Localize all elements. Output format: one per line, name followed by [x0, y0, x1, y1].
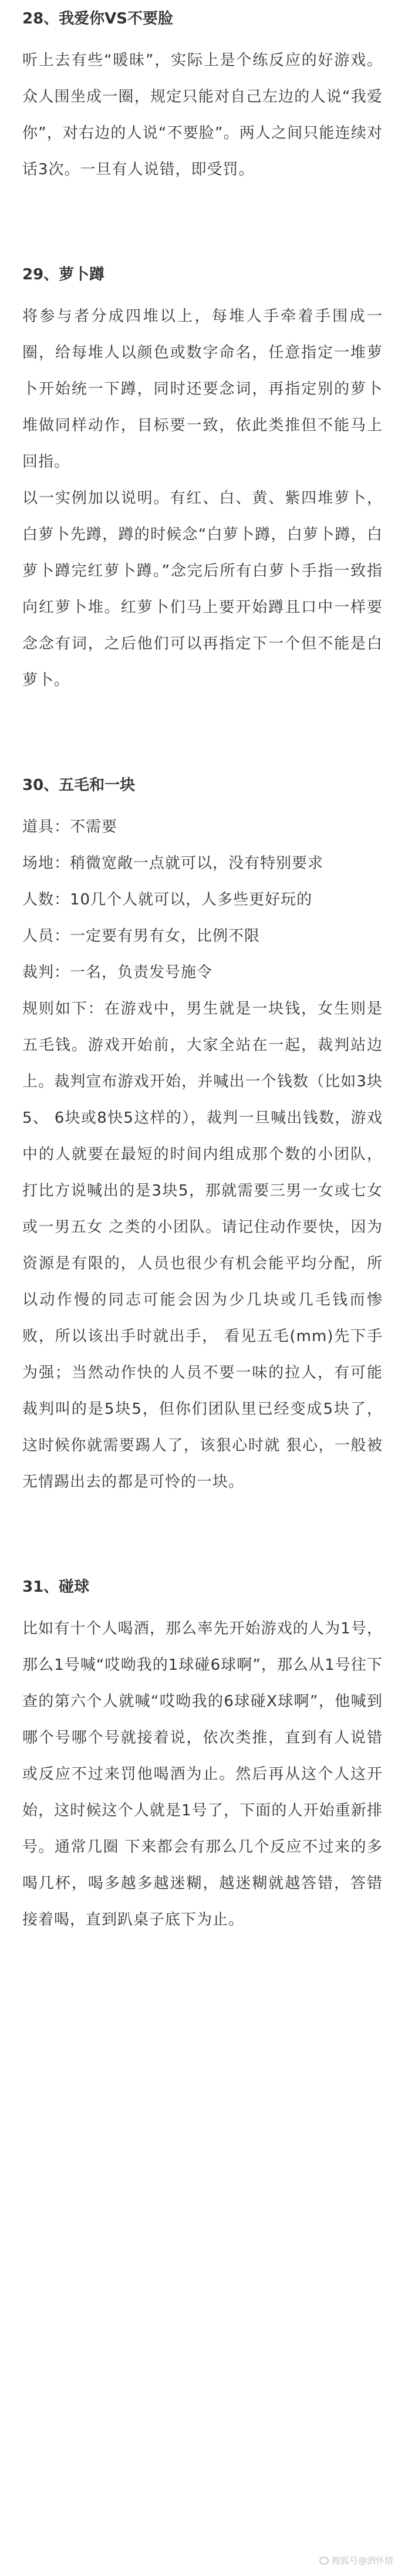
section-title: 29、萝卜蹲 [22, 266, 105, 283]
headcount-line: 人数：10几个人就可以，人多些更好玩的 [22, 891, 313, 909]
section-28 [22, 0, 383, 188]
props-line: 道具：不需要 [22, 818, 118, 836]
section-title: 28、我爱你VS不要脸 [22, 10, 174, 28]
section-29 [22, 256, 383, 698]
watermark [319, 2554, 393, 2567]
rules-paragraph: 规则如下：在游戏中，男生就是一块钱，女生则是五毛钱。游戏开始前，大家全站在一起，裁判站边上。裁判宣布游戏开始，并喊出一个钱数（比如3块5、 6块或8快5这样的），裁判一旦喊出钱数，游戏中的人就要在最短的时间内组成那个数的小团队，打比方说喊出的是3块5，那就需要三男一女或七女或一男五女 之类的小团队。请记住动作要快，因为资源是有限的，人员也很少有机会能平均分配，所以动作慢的同志可能会因为少几块或几毛钱而惨败，所以该出手时就出手， 看见五毛(mm)先下手为强；当然动作快的人员不要一味的拉人，有可能裁判叫的是5块5，但你们团队里已经变成5块了，这时候你就需要踢人了，该狠心时就 狠心，一般被无情踢出去的都是可怜的一块。 [22, 1000, 383, 1491]
sohu-logo-icon [319, 2557, 329, 2565]
section-paragraph: 将参与者分成四堆以上，每堆人手牵着手围成一圈，给每堆人以颜色或数字命名，任意指定一堆萝卜开始统一下蹲，同时还要念词，再指定别的萝卜堆做同样动作，目标要一致，依此类推但不能马上回指。 [22, 308, 383, 471]
section-paragraph: 以一实例加以说明。有红、白、黄、紫四堆萝卜，白萝卜先蹲，蹲的时候念“白萝卜蹲，白萝卜蹲，白萝卜蹲完红萝卜蹲。”念完后所有白萝卜手指一致指向红萝卜堆。红萝卜们马上要开始蹲且口中一样要念念有词，之后他们可以再指定下一个但不能是白萝卜。 [22, 489, 383, 689]
watermark-text: 搜狐号@酒怀情 [331, 2555, 393, 2566]
section-paragraph: 比如有十个人喝酒，那么率先开始游戏的人为1号，那么1号喊“哎呦我的1球碰6球啊”，那么从1号往下查的第六个人就喊“哎呦我的6球碰X球啊”，他喊到哪个号哪个号就接着说，依次类推，直到有人说错或反应不过来罚他喝酒为止。然后再从这个人这开始，这时候这个人就是1号了，下面的人开始重新排号。通常几圈 下来都会有那么几个反应不过来的多喝几杯，喝多越多越迷糊，越迷糊就越答错，答错接着喝，直到趴桌子底下为止。 [22, 1620, 383, 1929]
section-title: 30、五毛和一块 [22, 776, 136, 794]
referee-line: 裁判：一名，负责发号施令 [22, 964, 213, 981]
section-31 [22, 1568, 383, 1938]
section-paragraph: 听上去有些“暖昧”，实际上是个练反应的好游戏。众人围坐成一圈，规定只能对自己左边的人说“我爱你”，对右边的人说“不要脸”。两人之间只能连续对话3次。一旦有人说错，即受罚。 [22, 52, 383, 178]
section-30 [22, 767, 383, 1500]
members-line: 人员：一定要有男有女，比例不限 [22, 927, 261, 945]
venue-line: 场地：稍微宽敞一点就可以，没有特别要求 [22, 855, 324, 872]
section-title: 31、碰球 [22, 1578, 90, 1596]
